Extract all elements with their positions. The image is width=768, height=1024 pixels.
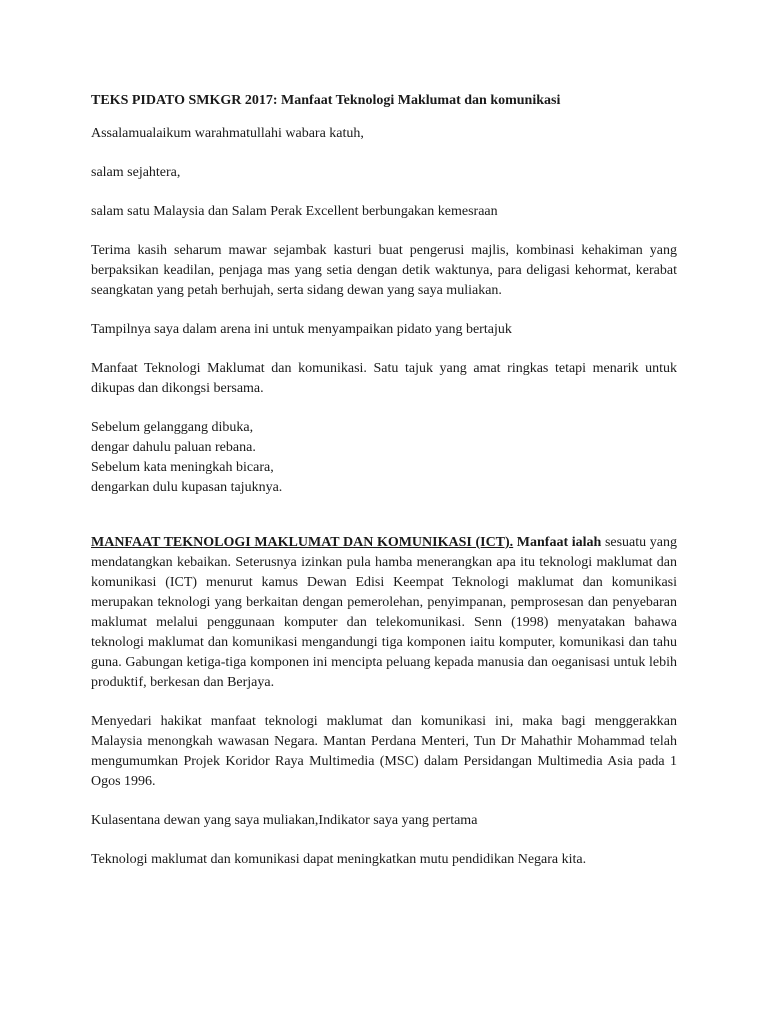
section-heading-ict: MANFAAT TEKNOLOGI MAKLUMAT DAN KOMUNIKASI (ICT).: [91, 535, 514, 550]
document-title: TEKS PIDATO SMKGR 2017: Manfaat Teknologi Maklumat dan komunikasi: [91, 93, 561, 108]
pantun-line: dengarkan dulu kupasan tajuknya.: [91, 480, 283, 495]
paragraph-topic: Manfaat Teknologi Maklumat dan komunikasi. Satu tajuk yang amat ringkas tetapi menarik untuk dikupas dan dikongsi bersama.: [91, 361, 677, 396]
paragraph-ict-definition: [91, 533, 677, 693]
document-body: [91, 91, 677, 889]
paragraph-point-1: Teknologi maklumat dan komunikasi dapat meningkatkan mutu pendidikan Negara kita.: [91, 852, 587, 867]
greeting-assalamualaikum: Assalamualaikum warahmatullahi wabara katuh,: [91, 126, 364, 141]
pantun-line: dengar dahulu paluan rebana.: [91, 440, 256, 455]
greeting-salam-malaysia: salam satu Malaysia dan Salam Perak Excellent berbungakan kemesraan: [91, 204, 498, 219]
ict-body-text: sesuatu yang mendatangkan kebaikan. Seterusnya izinkan pula hamba menerangkan apa itu teknologi maklumat dan komunikasi (ICT) menurut kamus Dewan Edisi Keempat Teknologi maklumat dan komunikasi merupakan teknologi yang berkaitan dengan pemerolehan, penyimpanan, pemprosesan dan penyebaran maklumat melalui penggunaan komputer dan telekomunikasi. Senn (1998) menyatakan bahawa teknologi maklumat dan komunikasi mengandungi tiga komponen iaitu komputer, komunikasi dan tahu guna. Gabungan ketiga-tiga komponen ini mencipta peluang kepada manusia dan oeganisasi untuk lebih produktif, berkesan dan Berjaya.: [91, 535, 677, 690]
pantun-line: Sebelum gelanggang dibuka,: [91, 420, 254, 435]
paragraph-indicator: Kulasentana dewan yang saya muliakan,Indikator saya yang pertama: [91, 813, 478, 828]
paragraph-thanks: Terima kasih seharum mawar sejambak kasturi buat pengerusi majlis, kombinasi kehakiman yang berpaksikan keadilan, penjaga mas yang setia dengan detik waktunya, para deligasi kehormat, kerabat seangkatan yang petah berhujah, serta sidang dewan yang saya muliakan.: [91, 243, 677, 298]
paragraph-purpose: Tampilnya saya dalam arena ini untuk menyampaikan pidato yang bertajuk: [91, 322, 512, 337]
pantun-line: Sebelum kata meningkah bicara,: [91, 460, 274, 475]
pantun: [91, 418, 677, 498]
ict-lead-text: Manfaat ialah: [513, 535, 602, 550]
paragraph-msc: Menyedari hakikat manfaat teknologi maklumat dan komunikasi ini, maka bagi menggerakkan Malaysia menongkah wawasan Negara. Mantan Perdana Menteri, Tun Dr Mahathir Mohammad telah mengumumkan Projek Koridor Raya Multimedia (MSC) dalam Persidangan Multimedia Asia pada 1 Ogos 1996.: [91, 714, 677, 789]
greeting-salam-sejahtera: salam sejahtera,: [91, 165, 181, 180]
